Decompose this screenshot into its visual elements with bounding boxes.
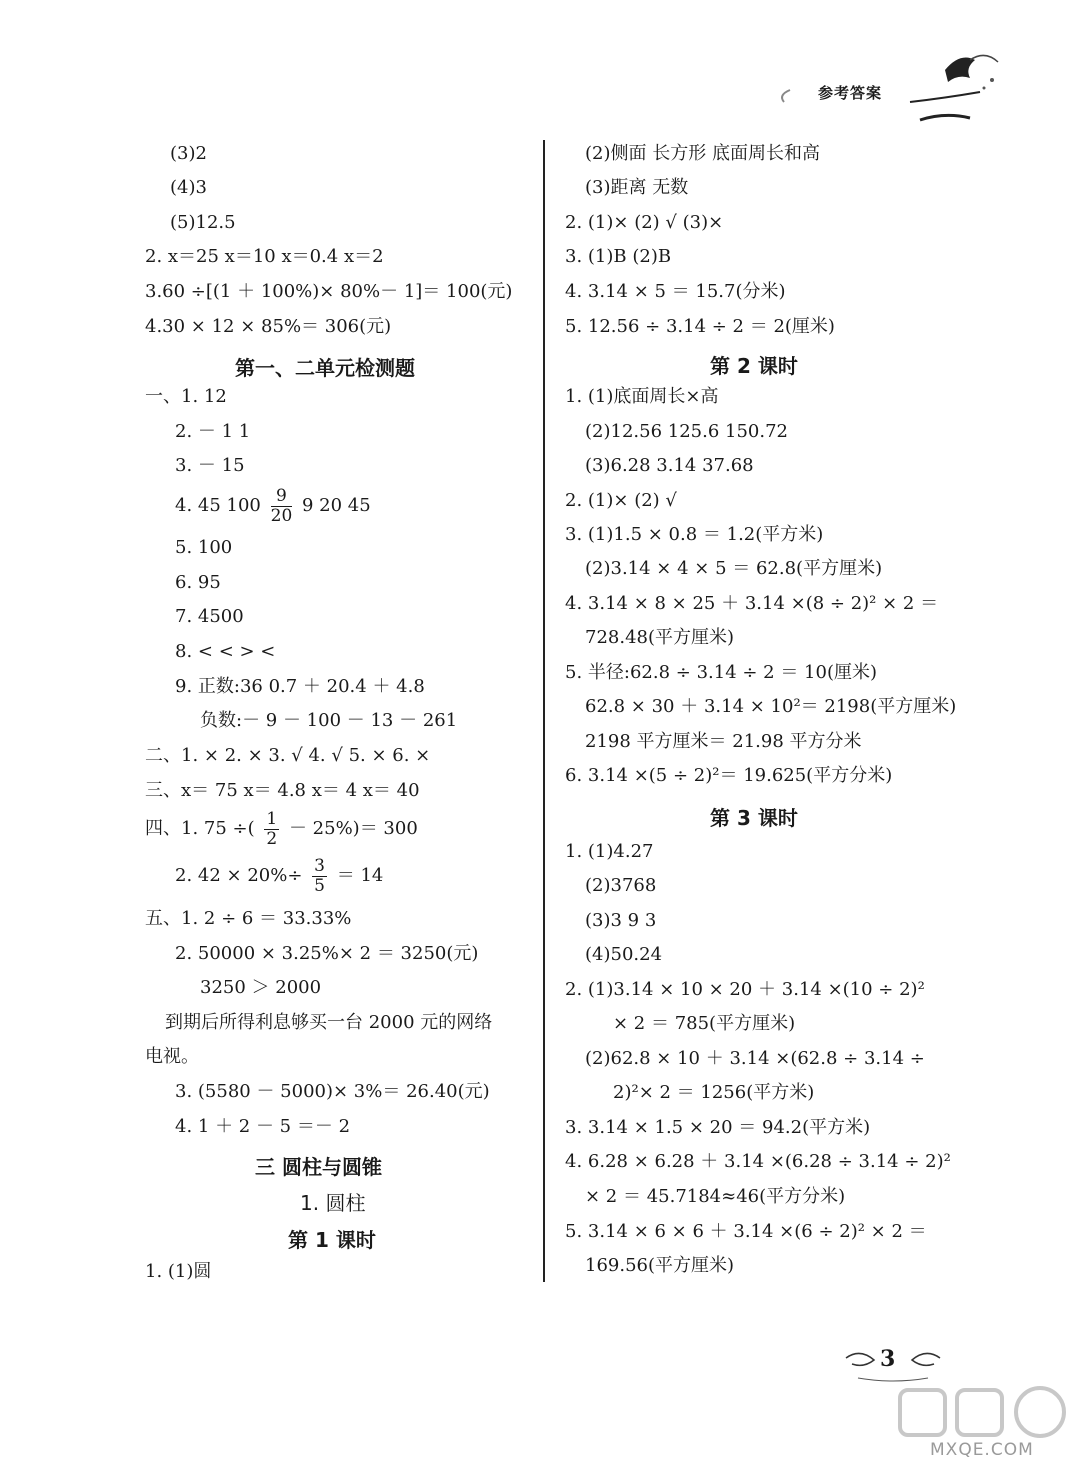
- fraction-prefix: 四、1. 75 ÷(: [145, 818, 255, 840]
- answer-line: (2)侧面 长方形 底面周长和高: [585, 143, 820, 164]
- answer-line: 7. 4500: [175, 606, 244, 627]
- column-divider: [543, 140, 545, 1282]
- answer-line: 负数:－ 9 － 100 － 13 － 261: [200, 710, 458, 731]
- answer-line: 6. 95: [175, 572, 221, 593]
- answer-line: 三、x＝ 75 x＝ 4.8 x＝ 4 x＝ 40: [145, 780, 420, 801]
- answer-line: 3. (1)1.5 × 0.8 ＝ 1.2(平方米): [565, 524, 824, 545]
- answer-line: 2. (1)× (2) √: [565, 490, 677, 511]
- answer-line: 2)²× 2 ＝ 1256(平方米): [613, 1082, 815, 1103]
- answer-line: (3)3 9 3: [585, 910, 657, 931]
- section-heading: 三 圆柱与圆锥: [255, 1155, 382, 1179]
- header-label: 参考答案: [818, 84, 883, 102]
- fraction-prefix: 2. 42 × 20%÷: [175, 865, 303, 887]
- fraction-suffix: － 25%)＝ 300: [288, 818, 418, 840]
- answer-line: (4)50.24: [585, 944, 663, 965]
- answer-line: 4. 6.28 × 6.28 ＋ 3.14 ×(6.28 ÷ 3.14 ÷ 2)²: [565, 1151, 951, 1172]
- answer-line: 2. x＝25 x＝10 x＝0.4 x＝2: [145, 246, 384, 267]
- fraction-numerator: 3: [314, 856, 325, 876]
- answer-line: 5. 100: [175, 537, 233, 558]
- answer-line: 1. (1)圆: [145, 1261, 212, 1282]
- answer-line: 2198 平方厘米＝ 21.98 平方分米: [585, 731, 862, 752]
- watermark-logo-icon: [895, 1382, 1075, 1442]
- answer-line: 169.56(平方厘米): [585, 1255, 735, 1276]
- subsection-heading: 1. 圆柱: [300, 1191, 366, 1215]
- answer-line: (3)距离 无数: [585, 177, 689, 198]
- answer-line: × 2 ＝ 785(平方厘米): [613, 1013, 796, 1034]
- answer-line: 1. (1)底面周长×高: [565, 386, 719, 407]
- answer-line: 2. (1)× (2) √ (3)×: [565, 212, 724, 233]
- answer-line: 4. 3.14 × 8 × 25 ＋ 3.14 ×(8 ÷ 2)² × 2 ＝: [565, 593, 939, 614]
- answer-line: (3)6.28 3.14 37.68: [585, 455, 754, 476]
- answer-line-fraction: [175, 857, 383, 895]
- answer-line: 二、1. × 2. × 3. √ 4. √ 5. × 6. ×: [145, 745, 431, 766]
- answer-line: 9. 正数:36 0.7 ＋ 20.4 ＋ 4.8: [175, 676, 425, 697]
- answer-line: 6. 3.14 ×(5 ÷ 2)²＝ 19.625(平方分米): [565, 765, 893, 786]
- lesson-heading: 第 3 课时: [710, 806, 798, 830]
- fraction-suffix: 9 20 45: [302, 495, 371, 517]
- answer-line: 62.8 × 30 ＋ 3.14 × 10²＝ 2198(平方厘米): [585, 696, 957, 717]
- header-ornament-icon: [770, 40, 1010, 130]
- answer-line: (5)12.5: [170, 212, 236, 233]
- fraction-suffix: ＝ 14: [336, 865, 384, 887]
- answer-line: × 2 ＝ 45.7184≈46(平方分米): [585, 1186, 846, 1207]
- answer-line: 4.30 × 12 × 85%＝ 306(元): [145, 316, 392, 337]
- answer-line: 一、1. 12: [145, 386, 227, 407]
- fraction: [271, 487, 293, 525]
- answer-line: 2. － 1 1: [175, 421, 251, 442]
- answer-line: 3. (1)B (2)B: [565, 246, 672, 267]
- lesson-heading: 第 1 课时: [288, 1228, 376, 1252]
- answer-line: 电视。: [145, 1046, 199, 1067]
- page-number: 3: [880, 1346, 896, 1372]
- fraction: [264, 810, 279, 848]
- answer-line: 3. － 15: [175, 455, 245, 476]
- answer-line: 5. 半径:62.8 ÷ 3.14 ÷ 2 ＝ 10(厘米): [565, 662, 878, 683]
- watermark-text: MXQE.COM: [930, 1440, 1034, 1460]
- answer-line: 3. 3.14 × 1.5 × 20 ＝ 94.2(平方米): [565, 1117, 871, 1138]
- answer-line: 五、1. 2 ÷ 6 ＝ 33.33%: [145, 908, 352, 929]
- fraction-numerator: 9: [271, 487, 293, 507]
- answer-line: 4. 3.14 × 5 ＝ 15.7(分米): [565, 281, 786, 302]
- answer-line: (2)3.14 × 4 × 5 ＝ 62.8(平方厘米): [585, 558, 883, 579]
- answer-line-fraction: [175, 487, 371, 525]
- answer-line: 728.48(平方厘米): [585, 627, 735, 648]
- answer-line: 8. < < > <: [175, 641, 276, 662]
- answer-line: (2)62.8 × 10 ＋ 3.14 ×(62.8 ÷ 3.14 ÷: [585, 1048, 925, 1069]
- answer-line: 2. (1)3.14 × 10 × 20 ＋ 3.14 ×(10 ÷ 2)²: [565, 979, 925, 1000]
- fraction-denominator: 2: [266, 828, 278, 849]
- answer-line: 4. 1 ＋ 2 － 5 ＝－ 2: [175, 1116, 351, 1137]
- answer-line: 到期后所得利息够买一台 2000 元的网络: [165, 1012, 493, 1033]
- answer-line-fraction: [145, 810, 418, 848]
- answer-line: 3. (5580 － 5000)× 3%＝ 26.40(元): [175, 1081, 490, 1102]
- answer-line: (3)2: [170, 143, 207, 164]
- answer-line: 5. 12.56 ÷ 3.14 ÷ 2 ＝ 2(厘米): [565, 316, 835, 337]
- answer-line: (2)12.56 125.6 150.72: [585, 421, 788, 442]
- answer-line: 5. 3.14 × 6 × 6 ＋ 3.14 ×(6 ÷ 2)² × 2 ＝: [565, 1221, 927, 1242]
- answer-line: 2. 50000 × 3.25%× 2 ＝ 3250(元): [175, 943, 479, 964]
- fraction-prefix: 4. 45 100: [175, 495, 261, 517]
- answer-line: (2)3768: [585, 875, 657, 896]
- lesson-heading: 第 2 课时: [710, 354, 798, 378]
- section-heading: 第一、二单元检测题: [235, 356, 415, 380]
- fraction-denominator: 5: [314, 875, 325, 896]
- answer-line: 1. (1)4.27: [565, 841, 654, 862]
- fraction-denominator: 20: [270, 505, 293, 526]
- answer-line: 3.60 ÷[(1 ＋ 100%)× 80%－ 1]＝ 100(元): [145, 281, 513, 302]
- answer-line: 3250 ＞ 2000: [200, 977, 322, 998]
- answer-line: (4)3: [170, 177, 207, 198]
- fraction-numerator: 1: [266, 809, 278, 829]
- fraction: [312, 857, 327, 895]
